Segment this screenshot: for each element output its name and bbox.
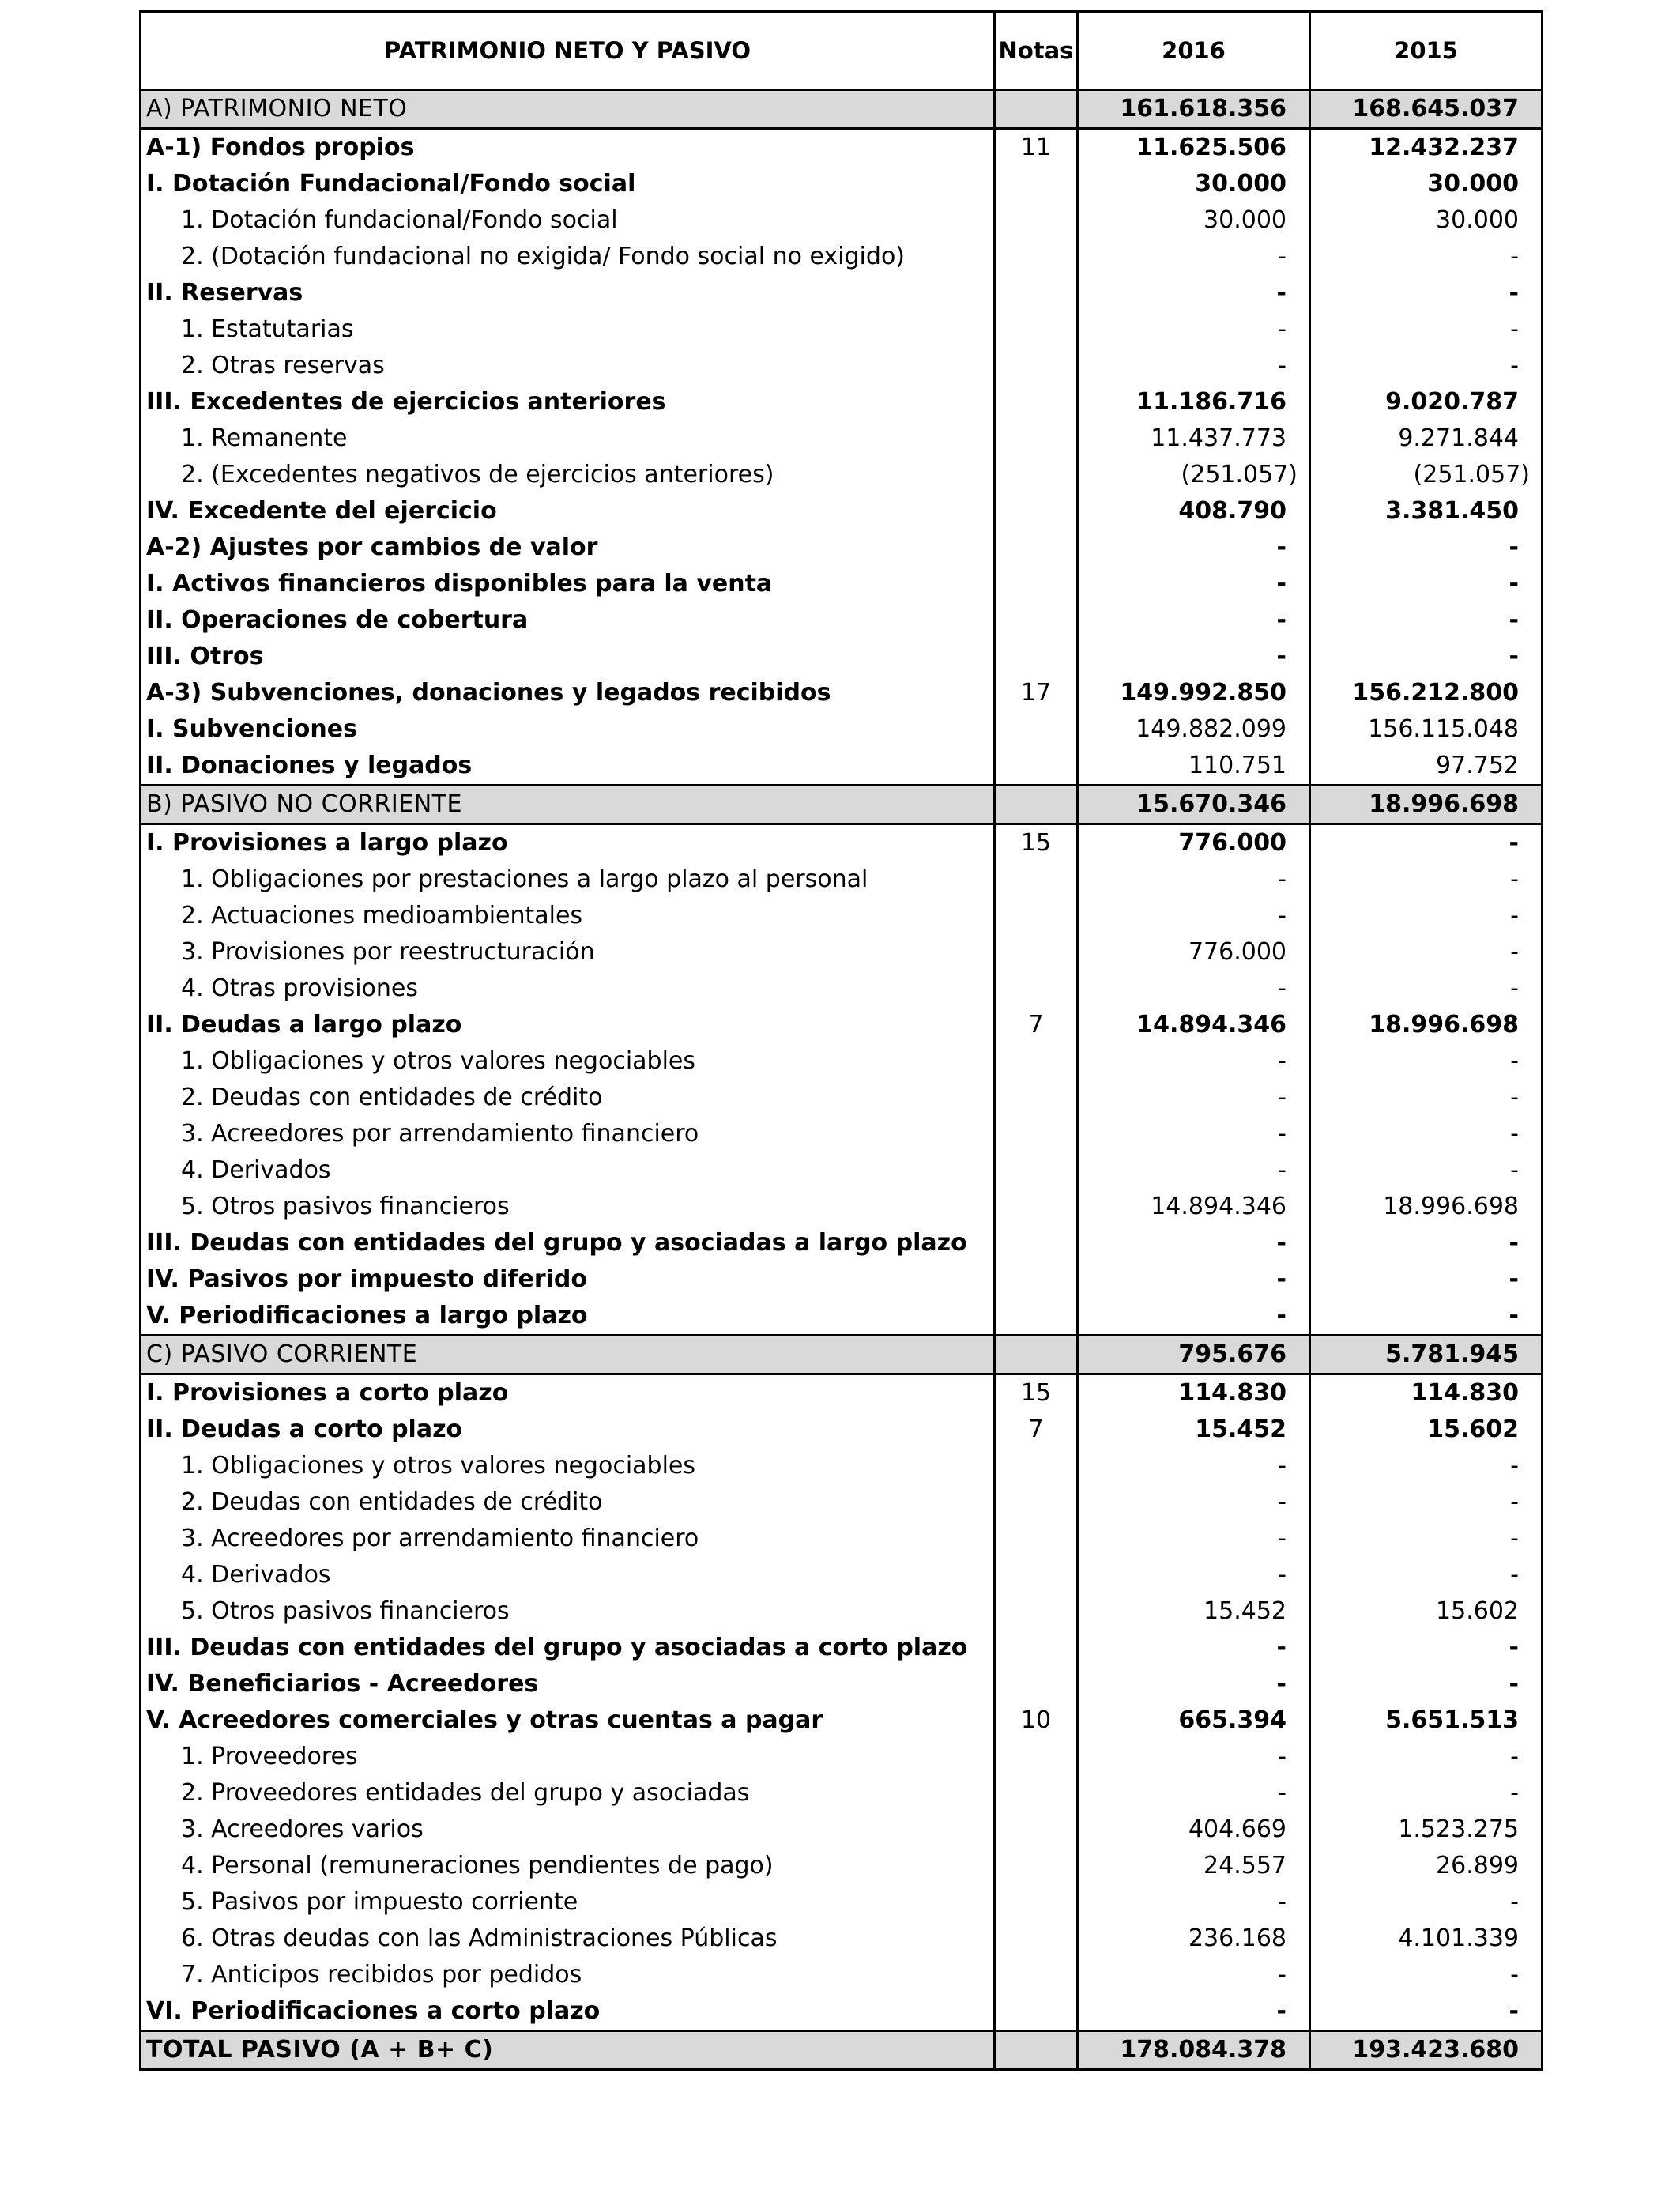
row-value-2015: 18.996.698 (1310, 1007, 1543, 1043)
row-value-2016: - (1078, 861, 1310, 898)
table-row (141, 1189, 1543, 1225)
row-label: III. Otros (141, 639, 995, 675)
table-row (141, 1848, 1543, 1884)
table-header (141, 12, 1543, 90)
table-row (141, 1116, 1543, 1152)
row-notes: 17 (995, 675, 1078, 711)
row-value-2015: - (1310, 1739, 1543, 1775)
row-value-2015: 18.996.698 (1310, 786, 1543, 824)
row-value-2015: - (1310, 566, 1543, 602)
row-label: A-3) Subvenciones, donaciones y legados recibidos (141, 675, 995, 711)
row-value-2015: - (1310, 1080, 1543, 1116)
row-value-2016: - (1078, 530, 1310, 566)
row-value-2015: - (1310, 934, 1543, 971)
row-notes: 15 (995, 824, 1078, 862)
row-value-2015: - (1310, 1043, 1543, 1080)
row-value-2015: 15.602 (1310, 1593, 1543, 1630)
row-value-2015: - (1310, 1116, 1543, 1152)
row-value-2015: - (1310, 1484, 1543, 1521)
row-value-2015: 9.020.787 (1310, 384, 1543, 420)
row-label: 2. (Dotación fundacional no exigida/ Fondo social no exigido) (141, 239, 995, 275)
section-row (141, 786, 1543, 824)
row-value-2016: - (1078, 1993, 1310, 2031)
row-value-2016: - (1078, 348, 1310, 384)
row-notes (995, 420, 1078, 457)
row-notes (995, 2031, 1078, 2070)
row-label: 2. (Excedentes negativos de ejercicios anteriores) (141, 457, 995, 493)
row-notes (995, 861, 1078, 898)
table-row (141, 202, 1543, 239)
row-value-2016: - (1078, 639, 1310, 675)
liabilities-table (139, 10, 1543, 2071)
row-value-2016: - (1078, 1080, 1310, 1116)
row-value-2015: - (1310, 275, 1543, 311)
row-label: II. Operaciones de cobertura (141, 602, 995, 639)
row-label: C) PASIVO CORRIENTE (141, 1336, 995, 1374)
row-value-2016: - (1078, 1557, 1310, 1593)
row-notes (995, 748, 1078, 786)
row-value-2016: (251.057) (1078, 457, 1310, 493)
row-value-2015: 97.752 (1310, 748, 1543, 786)
row-value-2015: - (1310, 1884, 1543, 1921)
row-value-2016: - (1078, 1630, 1310, 1666)
balance-sheet (139, 10, 1541, 2071)
row-notes (995, 1261, 1078, 1298)
row-value-2015: - (1310, 1521, 1543, 1557)
row-value-2015: 30.000 (1310, 166, 1543, 202)
row-value-2016: - (1078, 1043, 1310, 1080)
row-label: II. Reservas (141, 275, 995, 311)
row-notes (995, 1957, 1078, 1993)
row-notes (995, 1521, 1078, 1557)
table-row (141, 861, 1543, 898)
row-value-2016: - (1078, 1448, 1310, 1484)
row-label: 1. Remanente (141, 420, 995, 457)
row-value-2016: 795.676 (1078, 1336, 1310, 1374)
row-label: I. Activos financieros disponibles para la venta (141, 566, 995, 602)
table-row (141, 1521, 1543, 1557)
row-notes (995, 1116, 1078, 1152)
row-value-2016: 665.394 (1078, 1702, 1310, 1739)
row-value-2016: - (1078, 971, 1310, 1007)
table-row (141, 971, 1543, 1007)
row-value-2015: - (1310, 1152, 1543, 1189)
header-year-2015: 2015 (1310, 12, 1543, 90)
row-value-2016: 114.830 (1078, 1374, 1310, 1412)
row-notes (995, 90, 1078, 129)
row-label: IV. Pasivos por impuesto diferido (141, 1261, 995, 1298)
row-label: 3. Provisiones por reestructuración (141, 934, 995, 971)
row-notes (995, 1298, 1078, 1336)
row-label: II. Donaciones y legados (141, 748, 995, 786)
row-notes: 15 (995, 1374, 1078, 1412)
table-row (141, 602, 1543, 639)
row-value-2015: - (1310, 861, 1543, 898)
table-row (141, 1080, 1543, 1116)
row-value-2015: 156.212.800 (1310, 675, 1543, 711)
row-notes (995, 639, 1078, 675)
row-value-2016: - (1078, 1225, 1310, 1261)
row-value-2016: 149.882.099 (1078, 711, 1310, 748)
table-row (141, 239, 1543, 275)
row-value-2015: - (1310, 1261, 1543, 1298)
table-body (141, 90, 1543, 2070)
row-value-2015: - (1310, 348, 1543, 384)
row-value-2015: 5.781.945 (1310, 1336, 1543, 1374)
table-row (141, 1043, 1543, 1080)
row-value-2015: 5.651.513 (1310, 1702, 1543, 1739)
row-value-2016: 178.084.378 (1078, 2031, 1310, 2070)
row-value-2015: - (1310, 1448, 1543, 1484)
table-row (141, 898, 1543, 934)
row-notes (995, 1225, 1078, 1261)
table-row (141, 639, 1543, 675)
row-value-2015: - (1310, 1775, 1543, 1811)
table-row (141, 1412, 1543, 1448)
table-row (141, 1484, 1543, 1521)
row-value-2016: 24.557 (1078, 1848, 1310, 1884)
table-row (141, 493, 1543, 530)
table-row (141, 1993, 1543, 2031)
row-value-2015: - (1310, 898, 1543, 934)
row-notes (995, 1484, 1078, 1521)
section-row (141, 2031, 1543, 2070)
row-label: 1. Obligaciones y otros valores negociables (141, 1043, 995, 1080)
row-label: 6. Otras deudas con las Administraciones Públicas (141, 1921, 995, 1957)
row-label: 1. Proveedores (141, 1739, 995, 1775)
table-row (141, 1007, 1543, 1043)
row-label: 5. Pasivos por impuesto corriente (141, 1884, 995, 1921)
row-value-2015: - (1310, 602, 1543, 639)
row-value-2016: - (1078, 566, 1310, 602)
row-label: V. Acreedores comerciales y otras cuentas a pagar (141, 1702, 995, 1739)
row-value-2016: - (1078, 1152, 1310, 1189)
row-value-2016: 161.618.356 (1078, 90, 1310, 129)
row-value-2015: - (1310, 239, 1543, 275)
row-label: III. Deudas con entidades del grupo y asociadas a largo plazo (141, 1225, 995, 1261)
row-value-2015: - (1310, 824, 1543, 862)
row-label: TOTAL PASIVO (A + B+ C) (141, 2031, 995, 2070)
row-label: 4. Otras provisiones (141, 971, 995, 1007)
row-notes (995, 1921, 1078, 1957)
row-value-2015: 168.645.037 (1310, 90, 1543, 129)
table-row (141, 530, 1543, 566)
row-value-2015: - (1310, 530, 1543, 566)
row-label: A-1) Fondos propios (141, 129, 995, 167)
row-notes (995, 971, 1078, 1007)
row-label: 5. Otros pasivos financieros (141, 1593, 995, 1630)
row-notes (995, 1993, 1078, 2031)
row-value-2016: - (1078, 602, 1310, 639)
row-value-2015: - (1310, 311, 1543, 348)
table-row (141, 1811, 1543, 1848)
row-notes (995, 711, 1078, 748)
row-notes (995, 1152, 1078, 1189)
row-label: 3. Acreedores varios (141, 1811, 995, 1848)
header-concept: PATRIMONIO NETO Y PASIVO (141, 12, 995, 90)
table-row (141, 748, 1543, 786)
row-value-2016: - (1078, 1484, 1310, 1521)
row-label: I. Dotación Fundacional/Fondo social (141, 166, 995, 202)
section-row (141, 90, 1543, 129)
table-row (141, 824, 1543, 862)
row-notes (995, 1557, 1078, 1593)
row-value-2016: - (1078, 1521, 1310, 1557)
row-label: B) PASIVO NO CORRIENTE (141, 786, 995, 824)
table-row (141, 1152, 1543, 1189)
row-value-2016: 404.669 (1078, 1811, 1310, 1848)
row-value-2016: 15.452 (1078, 1412, 1310, 1448)
table-row (141, 420, 1543, 457)
row-notes (995, 1811, 1078, 1848)
row-value-2015: - (1310, 1630, 1543, 1666)
row-notes (995, 457, 1078, 493)
row-notes (995, 786, 1078, 824)
table-row (141, 311, 1543, 348)
row-label: II. Deudas a largo plazo (141, 1007, 995, 1043)
row-value-2016: 11.625.506 (1078, 129, 1310, 167)
row-value-2015: 193.423.680 (1310, 2031, 1543, 2070)
row-value-2016: - (1078, 1298, 1310, 1336)
row-label: IV. Excedente del ejercicio (141, 493, 995, 530)
table-row (141, 457, 1543, 493)
table-row (141, 384, 1543, 420)
row-notes (995, 1775, 1078, 1811)
row-notes (995, 1739, 1078, 1775)
row-label: I. Subvenciones (141, 711, 995, 748)
row-label: VI. Periodificaciones a corto plazo (141, 1993, 995, 2031)
table-row (141, 166, 1543, 202)
row-value-2016: - (1078, 311, 1310, 348)
row-value-2016: - (1078, 1116, 1310, 1152)
row-value-2015: - (1310, 1225, 1543, 1261)
row-value-2015: 4.101.339 (1310, 1921, 1543, 1957)
table-row (141, 1775, 1543, 1811)
row-label: I. Provisiones a corto plazo (141, 1374, 995, 1412)
row-label: II. Deudas a corto plazo (141, 1412, 995, 1448)
row-value-2015: - (1310, 1666, 1543, 1702)
table-row (141, 1884, 1543, 1921)
row-notes: 10 (995, 1702, 1078, 1739)
row-value-2016: - (1078, 1775, 1310, 1811)
row-label: 7. Anticipos recibidos por pedidos (141, 1957, 995, 1993)
table-row (141, 1298, 1543, 1336)
row-notes (995, 1848, 1078, 1884)
row-value-2016: - (1078, 1884, 1310, 1921)
table-row (141, 1448, 1543, 1484)
row-notes (995, 1666, 1078, 1702)
row-value-2015: - (1310, 1298, 1543, 1336)
table-row (141, 1261, 1543, 1298)
row-notes (995, 166, 1078, 202)
row-notes (995, 311, 1078, 348)
row-value-2016: 776.000 (1078, 824, 1310, 862)
section-row (141, 1336, 1543, 1374)
table-row (141, 1921, 1543, 1957)
row-value-2016: 11.186.716 (1078, 384, 1310, 420)
row-label: 3. Acreedores por arrendamiento financiero (141, 1116, 995, 1152)
row-value-2015: 9.271.844 (1310, 420, 1543, 457)
table-row (141, 275, 1543, 311)
row-value-2015: 26.899 (1310, 1848, 1543, 1884)
table-row (141, 1557, 1543, 1593)
row-value-2015: 12.432.237 (1310, 129, 1543, 167)
table-row (141, 1593, 1543, 1630)
row-label: 4. Derivados (141, 1152, 995, 1189)
table-row (141, 1957, 1543, 1993)
row-value-2016: 14.894.346 (1078, 1189, 1310, 1225)
row-label: 1. Obligaciones y otros valores negociables (141, 1448, 995, 1484)
table-row (141, 675, 1543, 711)
row-notes: 7 (995, 1412, 1078, 1448)
row-label: A) PATRIMONIO NETO (141, 90, 995, 129)
row-label: IV. Beneficiarios - Acreedores (141, 1666, 995, 1702)
header-year-2016: 2016 (1078, 12, 1310, 90)
row-label: 2. Otras reservas (141, 348, 995, 384)
row-notes (995, 934, 1078, 971)
row-notes (995, 275, 1078, 311)
row-notes (995, 348, 1078, 384)
table-row (141, 348, 1543, 384)
row-notes: 7 (995, 1007, 1078, 1043)
row-notes (995, 1336, 1078, 1374)
row-value-2016: 236.168 (1078, 1921, 1310, 1957)
table-row (141, 1702, 1543, 1739)
row-label: 2. Proveedores entidades del grupo y asociadas (141, 1775, 995, 1811)
row-label: V. Periodificaciones a largo plazo (141, 1298, 995, 1336)
table-row (141, 711, 1543, 748)
row-notes (995, 1448, 1078, 1484)
row-notes (995, 493, 1078, 530)
row-value-2015: 30.000 (1310, 202, 1543, 239)
row-value-2016: - (1078, 1261, 1310, 1298)
row-value-2016: 15.670.346 (1078, 786, 1310, 824)
row-value-2016: 30.000 (1078, 202, 1310, 239)
row-notes (995, 1189, 1078, 1225)
row-notes (995, 1630, 1078, 1666)
row-notes (995, 1080, 1078, 1116)
row-value-2016: 11.437.773 (1078, 420, 1310, 457)
row-value-2016: - (1078, 1957, 1310, 1993)
table-row (141, 566, 1543, 602)
row-label: III. Excedentes de ejercicios anteriores (141, 384, 995, 420)
row-value-2015: - (1310, 639, 1543, 675)
table-row (141, 934, 1543, 971)
row-notes (995, 1593, 1078, 1630)
row-value-2015: 156.115.048 (1310, 711, 1543, 748)
row-value-2015: - (1310, 1557, 1543, 1593)
row-value-2016: - (1078, 239, 1310, 275)
row-notes (995, 898, 1078, 934)
row-label: 4. Derivados (141, 1557, 995, 1593)
row-value-2016: - (1078, 1666, 1310, 1702)
table-row (141, 1739, 1543, 1775)
row-notes (995, 1884, 1078, 1921)
row-value-2015: - (1310, 971, 1543, 1007)
row-value-2016: - (1078, 275, 1310, 311)
row-value-2016: 408.790 (1078, 493, 1310, 530)
row-label: 2. Deudas con entidades de crédito (141, 1080, 995, 1116)
row-value-2015: 15.602 (1310, 1412, 1543, 1448)
table-row (141, 1225, 1543, 1261)
table-row (141, 1666, 1543, 1702)
row-notes (995, 1043, 1078, 1080)
row-value-2016: 110.751 (1078, 748, 1310, 786)
row-value-2015: 3.381.450 (1310, 493, 1543, 530)
row-label: 5. Otros pasivos financieros (141, 1189, 995, 1225)
row-notes (995, 566, 1078, 602)
row-label: 1. Obligaciones por prestaciones a largo plazo al personal (141, 861, 995, 898)
row-label: 4. Personal (remuneraciones pendientes de pago) (141, 1848, 995, 1884)
row-label: 2. Deudas con entidades de crédito (141, 1484, 995, 1521)
row-notes (995, 202, 1078, 239)
row-value-2015: - (1310, 1993, 1543, 2031)
row-notes (995, 384, 1078, 420)
row-value-2016: - (1078, 1739, 1310, 1775)
table-row (141, 1374, 1543, 1412)
row-value-2016: 149.992.850 (1078, 675, 1310, 711)
row-notes: 11 (995, 129, 1078, 167)
row-value-2016: - (1078, 898, 1310, 934)
row-label: 1. Estatutarias (141, 311, 995, 348)
row-label: 1. Dotación fundacional/Fondo social (141, 202, 995, 239)
row-notes (995, 530, 1078, 566)
table-row (141, 1630, 1543, 1666)
row-label: I. Provisiones a largo plazo (141, 824, 995, 862)
row-value-2016: 30.000 (1078, 166, 1310, 202)
row-value-2015: - (1310, 1957, 1543, 1993)
row-value-2015: 18.996.698 (1310, 1189, 1543, 1225)
row-value-2016: 776.000 (1078, 934, 1310, 971)
row-label: III. Deudas con entidades del grupo y asociadas a corto plazo (141, 1630, 995, 1666)
row-value-2015: (251.057) (1310, 457, 1543, 493)
row-label: 2. Actuaciones medioambientales (141, 898, 995, 934)
row-notes (995, 239, 1078, 275)
row-value-2015: 114.830 (1310, 1374, 1543, 1412)
header-notes: Notas (995, 12, 1078, 90)
row-label: A-2) Ajustes por cambios de valor (141, 530, 995, 566)
row-value-2016: 14.894.346 (1078, 1007, 1310, 1043)
row-value-2016: 15.452 (1078, 1593, 1310, 1630)
table-row (141, 129, 1543, 167)
row-notes (995, 602, 1078, 639)
row-value-2015: 1.523.275 (1310, 1811, 1543, 1848)
row-label: 3. Acreedores por arrendamiento financiero (141, 1521, 995, 1557)
